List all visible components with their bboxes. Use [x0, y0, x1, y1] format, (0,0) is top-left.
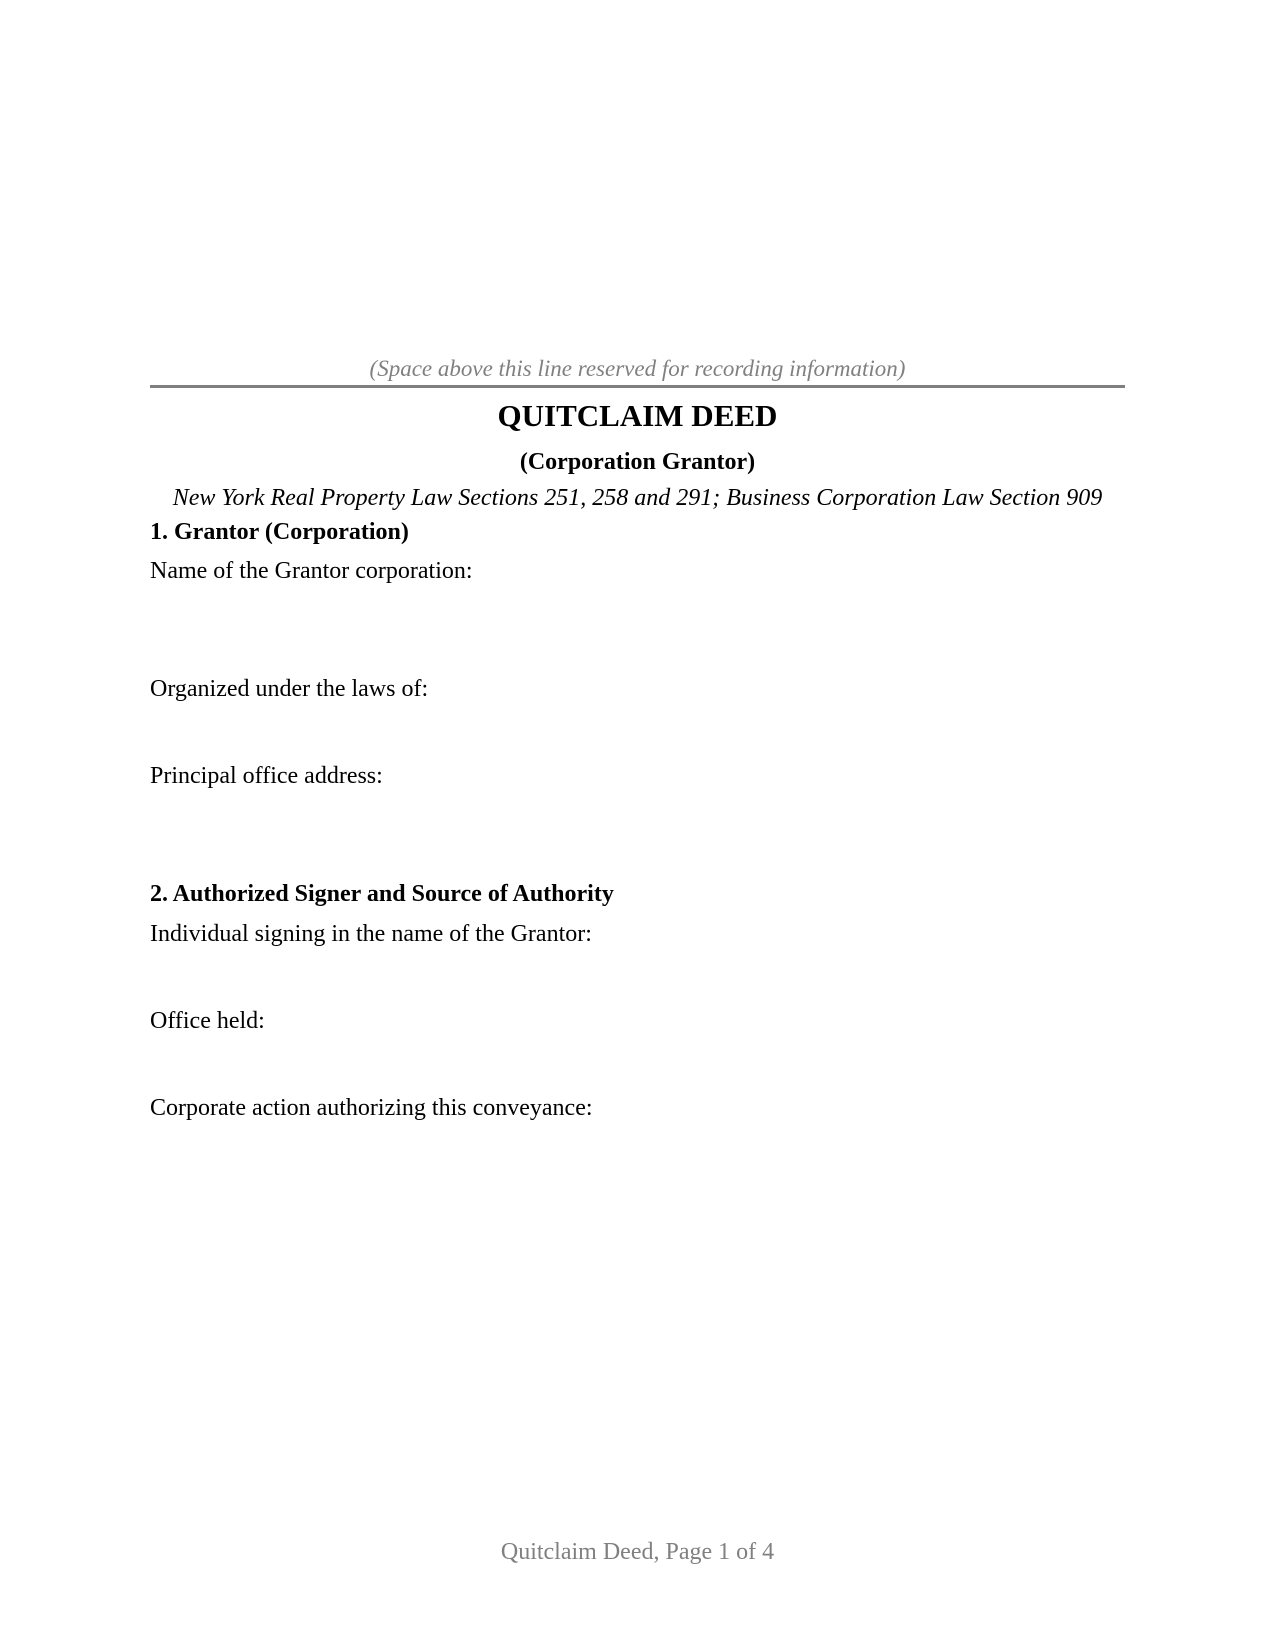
field-label-grantor-name: Name of the Grantor corporation: — [150, 558, 473, 584]
document-title: QUITCLAIM DEED — [497, 398, 778, 433]
field-label-office-held: Office held: — [150, 1008, 265, 1034]
page-footer: Quitclaim Deed, Page 1 of 4 — [500, 1539, 775, 1565]
recording-line-divider — [150, 385, 1125, 388]
field-label-organized-under: Organized under the laws of: — [150, 676, 429, 702]
field-label-corporate-action: Corporate action authorizing this conveyance: — [150, 1095, 593, 1121]
recording-space-note: (Space above this line reserved for recording information) — [369, 356, 906, 381]
section-heading-grantor: 1. Grantor (Corporation) — [150, 519, 409, 545]
statute-reference: New York Real Property Law Sections 251, 258 and 291; Business Corporation Law Section 909 — [172, 485, 1103, 511]
field-label-principal-office: Principal office address: — [150, 763, 383, 789]
document-subtitle: (Corporation Grantor) — [519, 449, 756, 475]
field-label-individual-signing: Individual signing in the name of the Grantor: — [150, 921, 592, 947]
section-heading-authorized-signer: 2. Authorized Signer and Source of Authority — [150, 881, 614, 907]
